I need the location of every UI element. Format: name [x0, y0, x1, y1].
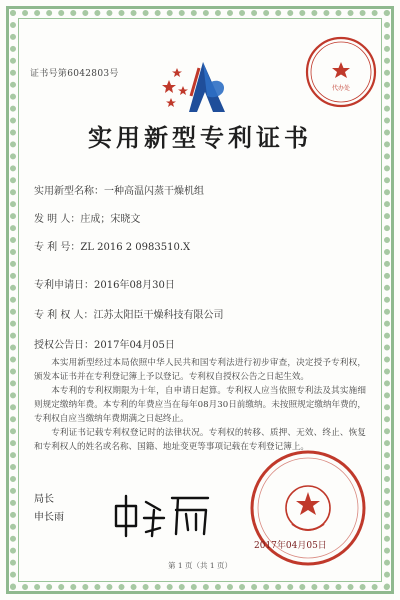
director-name: 申长雨: [34, 512, 64, 523]
director-signature-icon: [108, 484, 218, 544]
grant-date-label: 授权公告日：: [34, 340, 94, 351]
patent-number-row: [34, 238, 190, 253]
certificate-text: [34, 356, 366, 454]
paragraph-grant: 本实用新型经过本局依照中华人民共和国专利法进行初步审查，决定授予专利权，颁发本证书并在专利登记簿上予以登记。专利权自授权公告之日起生效。: [34, 358, 366, 382]
grant-date-row: [34, 336, 175, 351]
grant-date-value: 2017年04月05日: [94, 340, 175, 351]
filing-date-label: 专利申请日：: [34, 280, 94, 291]
page-footer: 第 1 页（共 1 页）: [167, 561, 233, 570]
svg-text:代办处: 代办处: [331, 85, 351, 92]
patentee-value: 江苏太阳臣干燥科技有限公司: [93, 310, 224, 321]
patentee-label: 专 利 权 人：: [34, 310, 94, 321]
patent-number-value: ZL 2016 2 0983510.X: [80, 242, 191, 253]
filing-date-value: 2016年08月30日: [94, 280, 175, 291]
inventor-value: 庄成；宋晓文: [80, 214, 141, 225]
paragraph-term: 本专利的专利权期限为十年，自申请日起算。专利权人应当依照专利法及其实施细则规定缴纳年费。本专利的年费应当在每年08月30日前缴纳。未按照规定缴纳年费的，专利权自应当缴纳年费期满之日起终止。: [34, 386, 366, 424]
inventor-label: 发 明 人：: [34, 214, 81, 225]
utility-name-label: 实用新型名称：: [34, 186, 104, 197]
utility-name-value: 一种高温闪蒸干燥机组: [104, 186, 204, 197]
certificate-number: 证书号第6042803号: [30, 69, 119, 79]
agency-seal-icon: [303, 34, 379, 110]
certificate-title: 实用新型专利证书: [88, 123, 312, 152]
utility-name-row: [34, 182, 204, 197]
inventor-row: [34, 210, 140, 225]
patent-number-label: 专 利 号：: [34, 242, 81, 253]
director-title: 局长: [34, 494, 54, 505]
sipo-emblem-icon: [155, 56, 245, 116]
paragraph-registration: 专利证书记载专利权登记时的法律状况。专利权的转移、质押、无效、终止、恢复和专利权人的姓名或名称、国籍、地址变更等事项记载在专利登记簿上。: [34, 428, 366, 452]
patentee-row: [34, 306, 224, 321]
filing-date-row: [34, 276, 175, 291]
seal-date: 2017年04月05日: [254, 541, 327, 551]
